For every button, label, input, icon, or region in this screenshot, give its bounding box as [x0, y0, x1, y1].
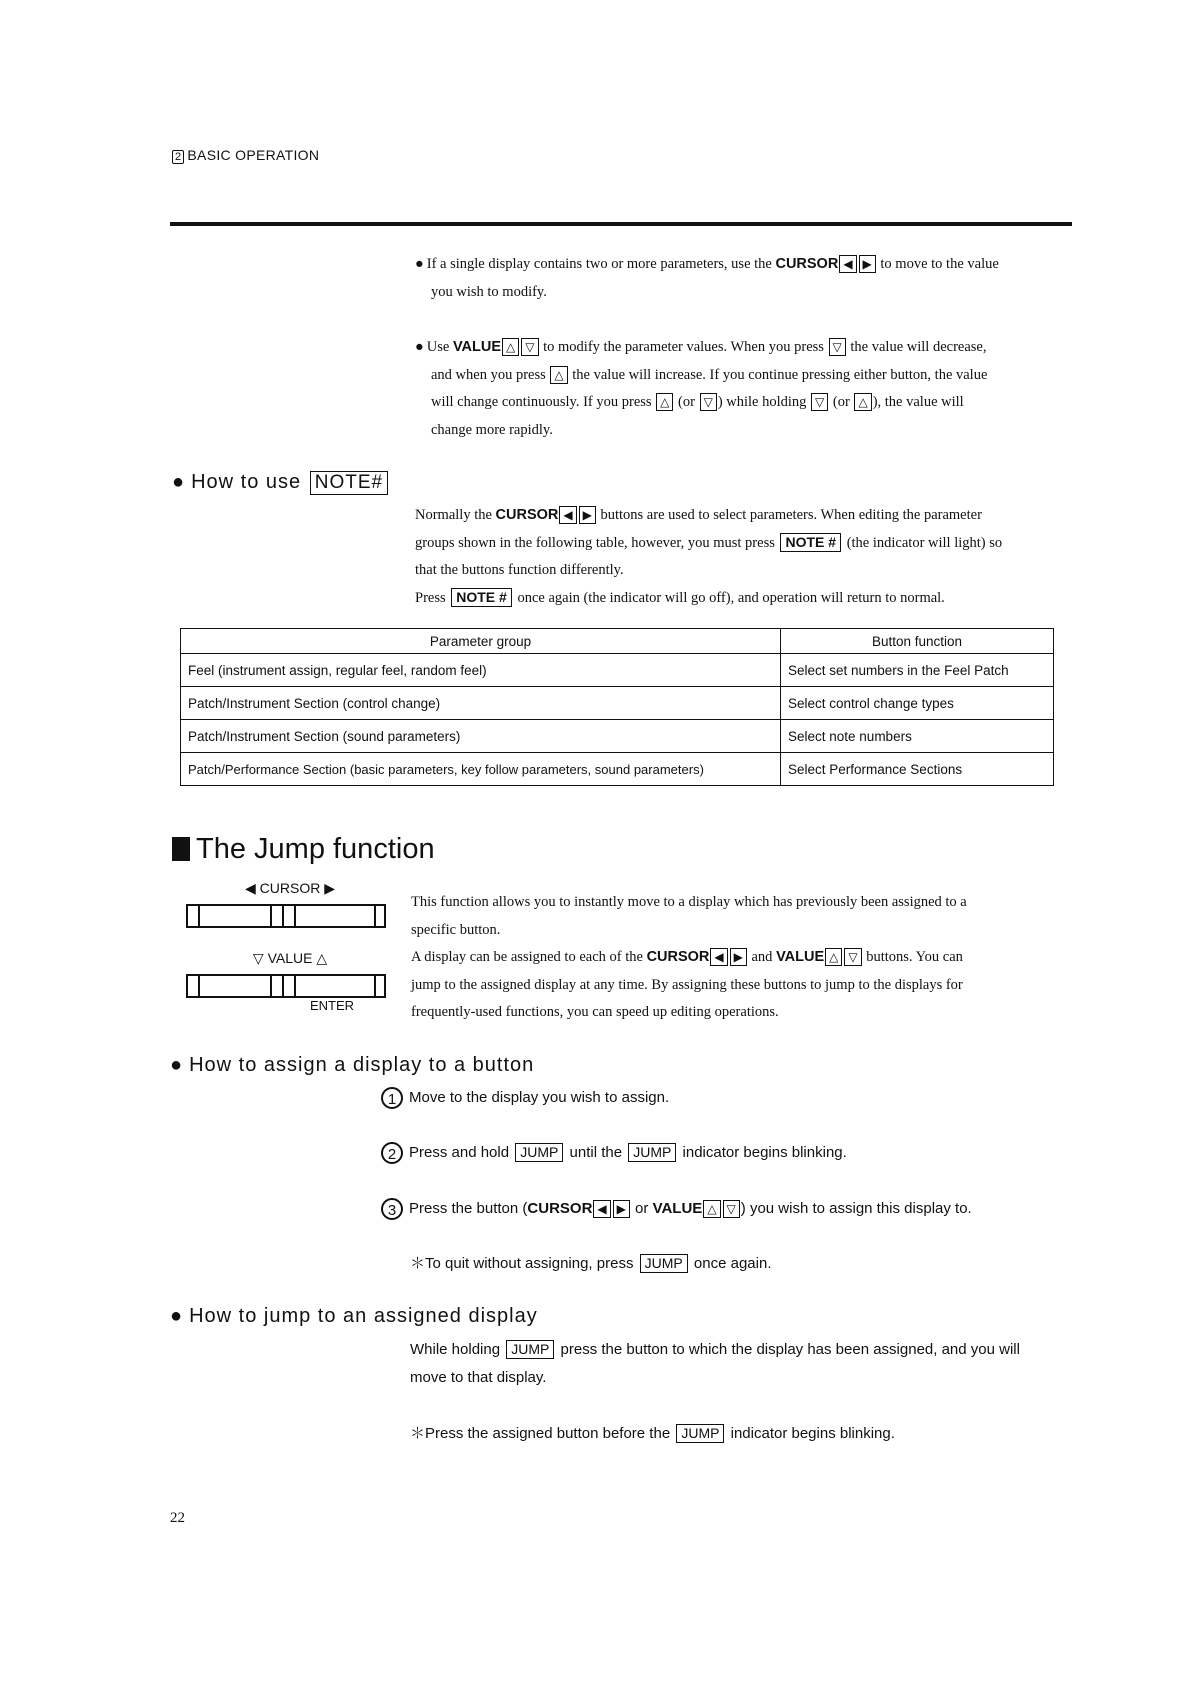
- step-text: Press and hold: [409, 1144, 514, 1161]
- assign-step-1: [381, 1084, 669, 1112]
- jumpto-heading: [170, 1305, 538, 1328]
- button-diagram: [186, 880, 390, 1020]
- button-divider: [270, 976, 272, 996]
- bullet-text: to modify the parameter values. When you press: [539, 339, 828, 355]
- cursor-left-arrow-icon: ◀: [244, 880, 256, 896]
- table-header-cell: Parameter group: [181, 629, 781, 654]
- table-cell: Patch/Instrument Section (control change): [181, 687, 781, 720]
- value-up-icon: △: [502, 338, 519, 356]
- note-heading-text: ● How to use: [172, 471, 301, 493]
- value-up-icon: △: [656, 393, 673, 411]
- jumpto-text: move to that display.: [410, 1369, 547, 1386]
- bullet-text: (or: [674, 394, 699, 410]
- cursor-left-icon: ◀: [710, 948, 727, 966]
- cursor-label: CURSOR: [527, 1200, 593, 1217]
- table-cell: Select Performance Sections: [781, 753, 1054, 786]
- cursor-label: CURSOR: [259, 880, 321, 896]
- note-text: Normally the: [415, 507, 496, 523]
- enter-label: ENTER: [310, 998, 355, 1013]
- step-text: Move to the display you wish to assign.: [409, 1089, 670, 1106]
- cursor-label: CURSOR: [495, 507, 559, 523]
- value-label: VALUE: [652, 1200, 703, 1217]
- bullet-text: ), the value will: [872, 394, 964, 410]
- table-cell: Select control change types: [781, 687, 1054, 720]
- cursor-left-icon: ◀: [839, 255, 856, 273]
- jump-text: This function allows you to instantly move to a display which has previously been assigned to a: [411, 894, 967, 910]
- note-text: once again (the indicator will go off), and operation will return to normal.: [513, 589, 945, 606]
- jump-text: buttons. You can: [862, 949, 963, 965]
- jump-key-label: JUMP: [506, 1340, 554, 1359]
- jump-key-label: JUMP: [640, 1254, 688, 1273]
- table-row: [181, 654, 1054, 687]
- table-cell: Select set numbers in the Feel Patch: [781, 654, 1054, 687]
- note-text: Press: [415, 589, 450, 606]
- value-down-arrow-icon: ▽: [252, 950, 264, 966]
- note-key-label: NOTE #: [780, 533, 841, 552]
- step-text: indicator begins blinking.: [678, 1144, 847, 1161]
- value-down-icon: ▽: [829, 338, 846, 356]
- value-label: VALUE: [267, 950, 313, 966]
- bullet-text: ● If a single display contains two or more parameters, use the: [415, 256, 775, 272]
- jumpto-paragraph: [410, 1336, 1078, 1392]
- bullet-text: the value will increase. If you continue pressing either button, the value: [568, 366, 988, 383]
- cursor-right-icon: ▶: [730, 948, 747, 966]
- note-text: ＊To quit without assigning, press: [410, 1255, 638, 1272]
- value-up-icon: △: [703, 1200, 720, 1218]
- value-diagram-label: [220, 950, 360, 967]
- header-rule: [170, 222, 1072, 226]
- cursor-right-icon: ▶: [579, 506, 596, 524]
- note-text: buttons are used to select parameters. When editing the parameter: [596, 507, 982, 523]
- assign-heading: [170, 1054, 534, 1077]
- cursor-label: CURSOR: [646, 949, 710, 965]
- button-divider: [282, 906, 284, 926]
- button-divider: [282, 976, 284, 996]
- button-divider: [198, 906, 200, 926]
- cursor-diagram-label: [220, 880, 360, 897]
- value-up-icon: △: [550, 366, 567, 384]
- cursor-left-icon: ◀: [559, 506, 576, 524]
- value-up-icon: △: [825, 948, 842, 966]
- bullet-text-line2: you wish to modify.: [431, 283, 547, 300]
- value-up-icon: △: [854, 393, 871, 411]
- cursor-left-icon: ◀: [593, 1200, 610, 1218]
- note-text: once again.: [689, 1255, 772, 1272]
- bullet-text: ● Use: [415, 339, 453, 355]
- button-divider: [374, 976, 376, 996]
- assign-step-3: [381, 1195, 972, 1223]
- intro-bullet-value: [415, 334, 1075, 444]
- cursor-button-bar: [186, 904, 386, 928]
- table-row: [181, 720, 1054, 753]
- jump-key-label: JUMP: [515, 1143, 563, 1162]
- step-text: ) you wish to assign this display to.: [740, 1200, 972, 1217]
- bullet-text-suffix: to move to the value: [876, 256, 999, 272]
- note-text: ＊Press the assigned button before the: [410, 1425, 675, 1442]
- assign-note: [410, 1250, 771, 1278]
- button-divider: [294, 976, 296, 996]
- button-divider: [198, 976, 200, 996]
- value-down-icon: ▽: [700, 393, 717, 411]
- cursor-right-arrow-icon: ▶: [324, 880, 335, 896]
- step-number-icon: 2: [381, 1142, 403, 1164]
- bullet-text: will change continuously. If you press: [431, 394, 656, 410]
- section-square-icon: [172, 837, 190, 861]
- table-cell: Select note numbers: [781, 720, 1054, 753]
- step-number-icon: 3: [381, 1198, 403, 1220]
- jump-key-label: JUMP: [676, 1424, 724, 1443]
- jump-text: frequently-used functions, you can speed up editing operations.: [411, 1004, 779, 1020]
- note-key-label: NOTE #: [451, 588, 512, 607]
- value-down-icon: ▽: [723, 1200, 740, 1218]
- bullet-text: and when you press: [431, 366, 550, 383]
- value-down-icon: ▽: [521, 338, 538, 356]
- bullet-text: (or: [829, 394, 854, 410]
- table-cell: Feel (instrument assign, regular feel, random feel): [181, 654, 781, 687]
- jump-key-label: JUMP: [628, 1143, 676, 1162]
- step-number-icon: 1: [381, 1087, 403, 1109]
- table-row: [181, 687, 1054, 720]
- table-header-cell: Button function: [781, 629, 1054, 654]
- table-row: [181, 753, 1054, 786]
- button-divider: [270, 906, 272, 926]
- bullet-text: change more rapidly.: [431, 421, 553, 438]
- jump-text: A display can be assigned to each of the: [411, 949, 647, 965]
- note-text: indicator begins blinking.: [726, 1425, 895, 1442]
- jump-text: jump to the assigned display at any time. By assigning these buttons to jump to the displays for: [411, 976, 963, 993]
- note-text: that the buttons function differently.: [415, 562, 624, 578]
- note-paragraph: [415, 502, 1079, 612]
- step-text: Press the button (: [409, 1200, 528, 1217]
- table-cell: Patch/Instrument Section (sound parameters): [181, 720, 781, 753]
- cursor-right-icon: ▶: [859, 255, 876, 273]
- jumpto-note: [410, 1420, 895, 1448]
- table-header-row: [181, 629, 1054, 654]
- bullet-text: the value will decrease,: [846, 339, 987, 355]
- step-text: or: [630, 1200, 653, 1217]
- note-text: (the indicator will light) so: [843, 534, 1003, 551]
- assign-heading-text: ● How to assign a display to a button: [170, 1054, 534, 1076]
- value-down-icon: ▽: [811, 393, 828, 411]
- note-key-label: NOTE#: [310, 471, 388, 495]
- intro-bullet-cursor: [415, 251, 1075, 306]
- page-number: 22: [170, 1510, 185, 1526]
- jumpto-text: press the button to which the display has been assigned, and you will: [556, 1341, 1020, 1358]
- section-title: BASIC OPERATION: [187, 147, 320, 163]
- jump-title-text: The Jump function: [196, 833, 435, 865]
- jump-text: specific button.: [411, 921, 501, 938]
- value-up-arrow-icon: △: [316, 950, 328, 966]
- cursor-label: CURSOR: [775, 256, 839, 272]
- value-label: VALUE: [776, 949, 825, 965]
- button-divider: [294, 906, 296, 926]
- value-label: VALUE: [452, 339, 502, 355]
- jumpto-heading-text: ● How to jump to an assigned display: [170, 1305, 538, 1327]
- section-number-badge: 2: [172, 150, 184, 164]
- note-heading: [172, 471, 390, 495]
- table-cell: Patch/Performance Section (basic parameters, key follow parameters, sound parameters): [181, 753, 781, 786]
- value-button-bar: [186, 974, 386, 998]
- step-text: until the: [565, 1144, 627, 1161]
- button-divider: [374, 906, 376, 926]
- parameter-table: [180, 628, 1054, 786]
- jump-section-title: [172, 833, 435, 866]
- note-text: groups shown in the following table, however, you must press: [415, 534, 779, 551]
- bullet-text: ) while holding: [717, 394, 811, 410]
- value-down-icon: ▽: [844, 948, 861, 966]
- jump-text: and: [747, 949, 777, 965]
- jump-description: [411, 889, 1077, 1027]
- page-header: [172, 147, 319, 164]
- assign-step-2: [381, 1139, 847, 1167]
- cursor-right-icon: ▶: [613, 1200, 630, 1218]
- jumpto-text: While holding: [410, 1341, 505, 1358]
